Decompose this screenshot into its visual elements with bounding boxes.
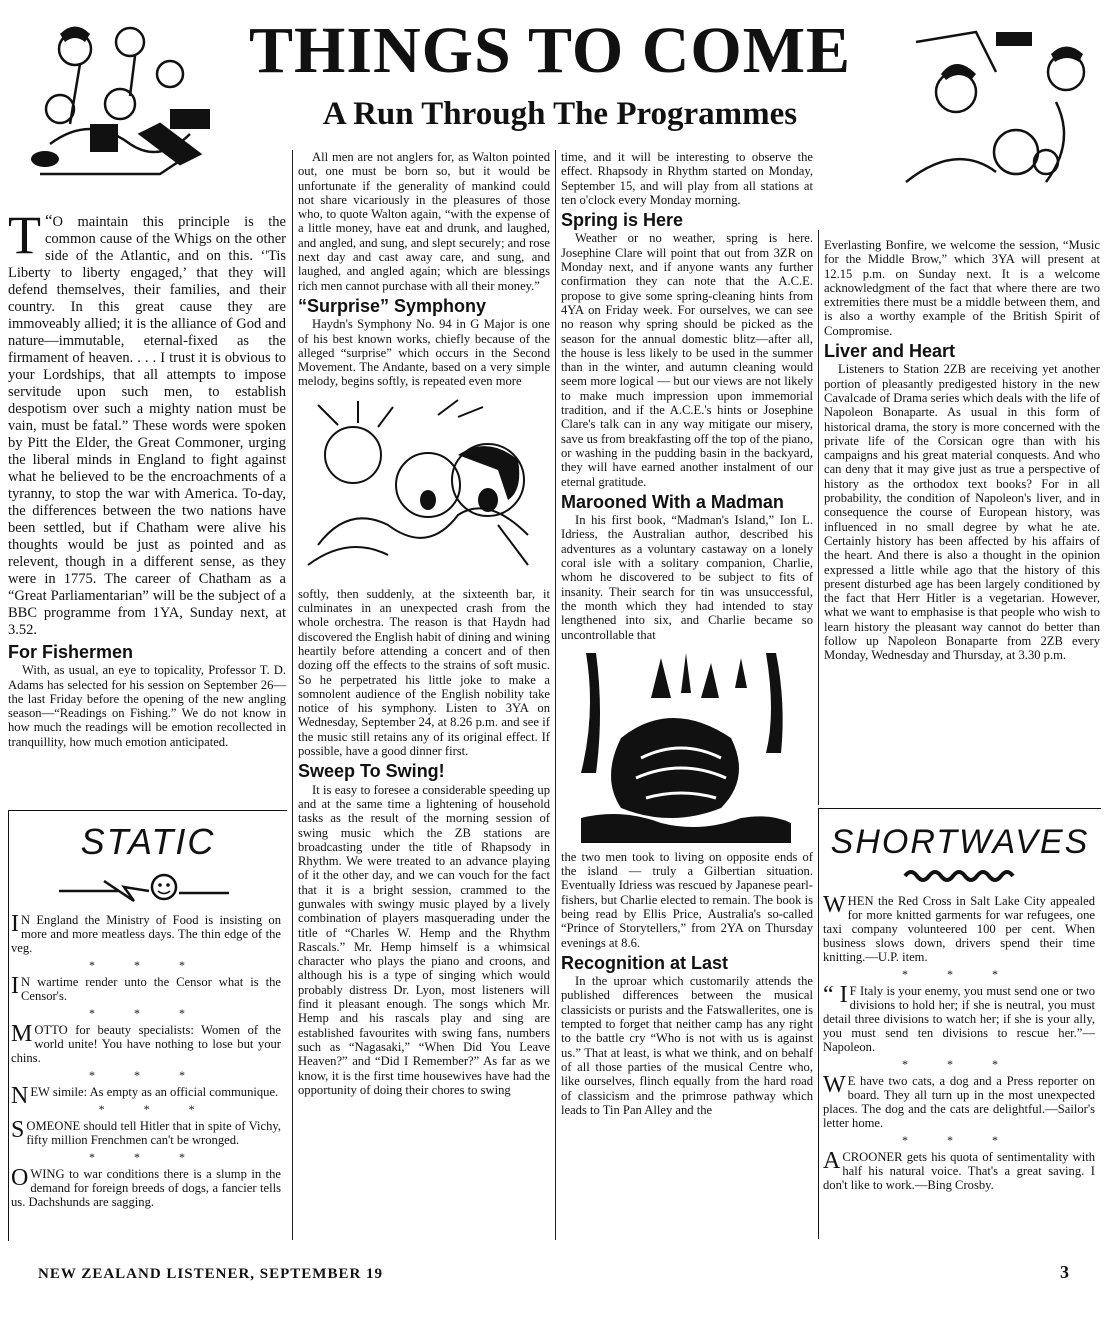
shortwaves-stars: * * * bbox=[902, 1133, 1016, 1147]
static-stars: * * * bbox=[89, 1006, 203, 1020]
static-item bbox=[11, 1023, 281, 1065]
masthead-title: THINGS TO COME bbox=[248, 14, 852, 87]
shortwaves-item-cap: W bbox=[823, 892, 846, 918]
wave-squiggle-icon bbox=[819, 862, 1101, 888]
recognition-body: In the uproar which customarily attends the published differences between the musical classicists or purists and the Fatswallerites, one is tempted to forget that neither camp has any right to the battle cry “Who is not with us is against us.” That at least, is what we think, and on behalf of all those parties of the musical Centre who, like ourselves, flinch equally from the hard road of classicism and the primrose pathway which leads to Tin Pan Alley and the bbox=[561, 974, 813, 1117]
column-rule bbox=[818, 230, 819, 805]
static-item bbox=[11, 1119, 281, 1147]
lead-article bbox=[8, 205, 286, 639]
surprise-heading: “Surprise” Symphony bbox=[298, 295, 487, 316]
static-item bbox=[11, 913, 281, 955]
rhapsody-body: time, and it will be interesting to observe the effect. Rhapsody in Rhythm started on Monday, September 15, and will play from all stations at ten o'clock every Monday morning. bbox=[561, 150, 813, 207]
shortwaves-box bbox=[818, 808, 1101, 1239]
shortwaves-stars: * * * bbox=[902, 967, 1016, 981]
singers-cartoon-icon bbox=[896, 12, 1104, 202]
musicians-cartoon-icon bbox=[20, 14, 230, 194]
static-stars: * * * bbox=[89, 1150, 203, 1164]
shortwaves-item-cap: “ I bbox=[823, 982, 848, 1008]
lead-drop-cap: T bbox=[8, 205, 41, 265]
static-item-cap: N bbox=[11, 1083, 29, 1109]
shortwaves-item bbox=[823, 894, 1095, 964]
liver-body: Listeners to Station 2ZB are receiving yet another portion of pleasantly predigested history in the new Cavalcade of Drama series which deals with the life of Napoleon Bonaparte. As usual in this form of historical drama, the story is more concerned with the private life of the Corsican ogre than with his campaigns and his great material conquests. And who can deny that it may give just as true a perspective of history as the orthodox text books? For in all probability, the condition of Napoleon's liver, and in consequence the course of European history, was influenced in no small degree by what he ate. Certainly history has been affected by his affairs of the heart. And there is also a thought in the opinion expressed a little while ago that the history of this present disturbed age has been largely conditioned by the fact that Herr Hitler is a vegetarian. However, what we want to emphasise is that people who wish to learn history the pleasant way cannot do better than follow up Napoleon Bonaparte from 2ZB every Monday, Wednesday and Thursday, at 3.30 p.m. bbox=[824, 362, 1100, 663]
castaways-woodcut-icon bbox=[561, 648, 813, 844]
swing-heading: Sweep To Swing! bbox=[298, 761, 445, 782]
bonfire-body: Everlasting Bonfire, we welcome the session, “Music for the Middle Brow,” which 3YA will present at 12.15 p.m. on Sunday next. It is a welcome acknowledgment of the fact that where there are two extremities there must be a middle between them, and is also a worthy example of the British Spirit of Compromise. bbox=[824, 238, 1100, 338]
shortwaves-title: SHORTWAVES bbox=[830, 823, 1090, 861]
shortwaves-item bbox=[823, 984, 1095, 1054]
shortwaves-item-text: E have two cats, a dog and a Press reporter on board. They all turn up in the most unexpected places. The dog and the cats are delightful.—Sailor's letter home. bbox=[823, 1074, 1095, 1130]
static-stars: * * * bbox=[89, 1068, 203, 1082]
column-2 bbox=[298, 150, 550, 1097]
footer-title: NEW ZEALAND LISTENER, SEPTEMBER 19 bbox=[38, 1266, 384, 1282]
page-number: 3 bbox=[1060, 1262, 1069, 1282]
static-item-cap: M bbox=[11, 1021, 33, 1047]
static-title: STATIC bbox=[80, 821, 216, 862]
fishermen-heading: For Fishermen bbox=[8, 642, 134, 662]
static-item-cap: I bbox=[11, 973, 19, 999]
shortwaves-item bbox=[823, 1074, 1095, 1130]
shortwaves-stars: * * * bbox=[902, 1057, 1016, 1071]
anglers-body: All men are not anglers for, as Walton pointed out, one must be born so, but it would be unfortunate if the generality of mankind could not share vicariously in the pleasures of those who, to quote Walton again, “with the expense of a little money, have eat and drunk, and laughed, and angled, and sung, and slept securely; and rose next day and cast away care, and sung, and laughed, and angled again; which are blessings rich men cannot purchase with all their money.” bbox=[298, 150, 550, 293]
static-item-cap: S bbox=[11, 1117, 25, 1143]
shortwaves-item-cap: A bbox=[823, 1148, 841, 1174]
static-stars: * * * bbox=[98, 1102, 213, 1116]
static-box bbox=[8, 810, 287, 1241]
static-item bbox=[11, 1167, 281, 1209]
recognition-heading: Recognition at Last bbox=[561, 952, 729, 973]
static-item-text: OMEONE should tell Hitler that in spite of Vichy, fifty million Frenchmen can't be wronged. bbox=[26, 1119, 281, 1147]
column-rule bbox=[292, 150, 293, 1240]
masthead-subtitle: A Run Through The Programmes bbox=[322, 96, 798, 132]
surprise-body-2: softly, then suddenly, at the sixteenth bar, it culminates in an unexpected crash from the whole orchestra. The reason is that Haydn had discovered the English habit of dining and wining heartily before attending a concert and of then dozing off the effects to the strains of soft music. So he perpetrated his little joke to make a somnolent audience of the English nobility take notice of his symphony. Listen to 3YA on Wednesday, September 24, at 8.26 p.m. and see if the music still retains any of its original effect. If possible, have a good dinner first. bbox=[298, 586, 550, 759]
static-item-cap: O bbox=[11, 1165, 29, 1191]
shortwaves-item-text: CROONER gets his quota of sentimentality with half his natural voice. That's a great saving. I don't like to work.—Bing Crosby. bbox=[823, 1150, 1095, 1192]
static-item-text: EW simile: As empty as an official communique. bbox=[30, 1085, 279, 1099]
maroon-heading: Marooned With a Madman bbox=[561, 491, 784, 512]
static-item-text: N wartime render unto the Censor what is the Censor's. bbox=[21, 975, 281, 1003]
static-item-text: WING to war conditions there is a slump in the demand for foreign breeds of dogs, a fancier tells us. Dachshunds are sagging. bbox=[11, 1167, 281, 1209]
liver-heading: Liver and Heart bbox=[824, 341, 956, 362]
maroon-body-2: the two men took to living on opposite ends of the island — truly a Gilbertian situation. Eventually Idriess was rescued by Japanese pearl-fishers, but Charlie elected to remain. The book is being read by Ellis Price, Australia's so-called “Prince of Storytellers,” from 2YA on Thursday evenings at 8.6. bbox=[561, 849, 813, 950]
column-3 bbox=[561, 150, 813, 1117]
shortwaves-item-text: F Italy is your enemy, you must send one or two divisions to hold her; if she is neutral, you must detail three divisions to watch her; if she is your ally, you must send ten divisions to rescue her.”—Napoleon. bbox=[823, 984, 1095, 1054]
static-face-icon bbox=[9, 863, 287, 909]
lead-open-quote: “ bbox=[45, 211, 53, 230]
spring-heading: Spring is Here bbox=[561, 210, 684, 231]
column-4 bbox=[824, 238, 1100, 663]
spring-body: Weather or no weather, spring is here. Josephine Clare will point that out from 3ZR on Monday next, and if anyone wants any further confirmation they can note that the A.C.E. propose to give some spring-cleaning hints from 4YA on Friday week. For ourselves, we can see no reason why spring should be picked as the season for the annual domestic blitz—after all, the house is less likely to be used in the summer than in the winter, and autumn cleaning would seem more logical — but our views are not likely to make much impression upon immemorial tradition, and if the A.C.E.'s hints or Josephine Clare's talk can in any way mitigate our misery, save us from breakfasting off the top of the piano, or washing in the pudding basin in the backyard, they will have earned another instalment of our eternal gratitude. bbox=[561, 231, 813, 489]
static-item bbox=[11, 1083, 281, 1109]
lead-text: O maintain this principle is the common cause of the Whigs on the other side of the Atlantic, and on this. ‘'Tis Liberty to liberty engaged,’ that they will defend themselves, their families, and their country. In this great cause they are immoveably allied; it is the alliance of God and nature—immutable, eternal-fixed as the firmament of heaven. . . . I trust it is obvious to your Lordships, that all attempts to impose servitude upon such men, to establish despotism over such a mighty nation must be vain, must be fatal.” These words were spoken by Pitt the Elder, the Great Commoner, urging the liberal minds in England to fight against what he believed to be the encroachments of a tyranny, to stop the war with America. To-day, the differences between the two nations have been settled, but if Chatham were alive his thoughts would be just as pointed and as relevent, though in a different sense, as they were in 1775. The career of Chatham as a “Great Parliamentarian” will be the subject of a BBC programme from 1YA, Sunday next, at 3.52. bbox=[8, 214, 286, 638]
fishermen-body: With, as usual, an eye to topicality, Professor T. D. Adams has selected for his session on September 26—the last Friday before the opening of the new angling season—“Readings on Fishing.” We do not know in how much the readings will be emotion recollected in tranquillity, how much emotion anticipated. bbox=[8, 663, 286, 749]
static-item bbox=[11, 975, 281, 1003]
column-rule bbox=[555, 150, 556, 1240]
static-item-text: OTTO for beauty specialists: Women of the world unite! You have nothing to lose but your chins. bbox=[11, 1023, 281, 1065]
startled-faces-cartoon-icon bbox=[298, 395, 550, 581]
surprise-body-1: Haydn's Symphony No. 94 in G Major is one of his best known works, chiefly because of the alleged “surprise” which occurs in the Second Movement. The Andante, based on a very simple melody, begins softly, is repeated even more bbox=[298, 317, 550, 389]
static-item-cap: I bbox=[11, 911, 19, 937]
swing-body: It is easy to foresee a considerable speeding up and at the same time a lightening of household tasks as the result of the morning session of swing music which the ZB stations are broadcasting under the title of Rhapsody in Rhythm. We were treated to an advance playing of it the other day, and we can vouch for the fact that it is a bright session, crammed to the gunwales with swingy music played by a lively combination of players masquerading under the title of “Charles W. Hemp and the Rhythm Rascals.” Mr. Hemp himself is a whimsical character who plays the piano and croons, and although his is a type of singing which would probably distress Dr. Lyon, most listeners will find it pleasant enough. The songs which Mr. Hemp and his rascals play and sing are established favourites with swing fans, numbers such as “Nagasaki,” “When Did You Leave Heaven?” and “Did I Remember?” As far as we know, it is the first time housewives have had the opportunity of doing their chores to swing bbox=[298, 782, 550, 1097]
column-1 bbox=[8, 205, 286, 749]
static-item-text: N England the Ministry of Food is insisting on more and more meatless days. The thin edge of the veg. bbox=[11, 913, 281, 955]
maroon-body-1: In his first book, “Madman's Island,” Ion L. Idriess, the Australian author, described his adventures as a voluntary castaway on a lonely coral isle with a solitary companion, Charlie, whom he discovered to be subject to fits of insanity. Their search for tin was unsuccessful, the month which they had intended to stay lengthened into six, and Charlie became so uncontrollable that bbox=[561, 513, 813, 642]
shortwaves-item bbox=[823, 1150, 1095, 1192]
shortwaves-item-text: HEN the Red Cross in Salt Lake City appealed for more knitted garments for war refugees, one taxi company volunteered 100 per cent. When business slows down, drivers spend their time knitting.—U.P. item. bbox=[823, 894, 1095, 964]
shortwaves-item-cap: W bbox=[823, 1072, 846, 1098]
static-stars: * * * bbox=[89, 958, 203, 972]
